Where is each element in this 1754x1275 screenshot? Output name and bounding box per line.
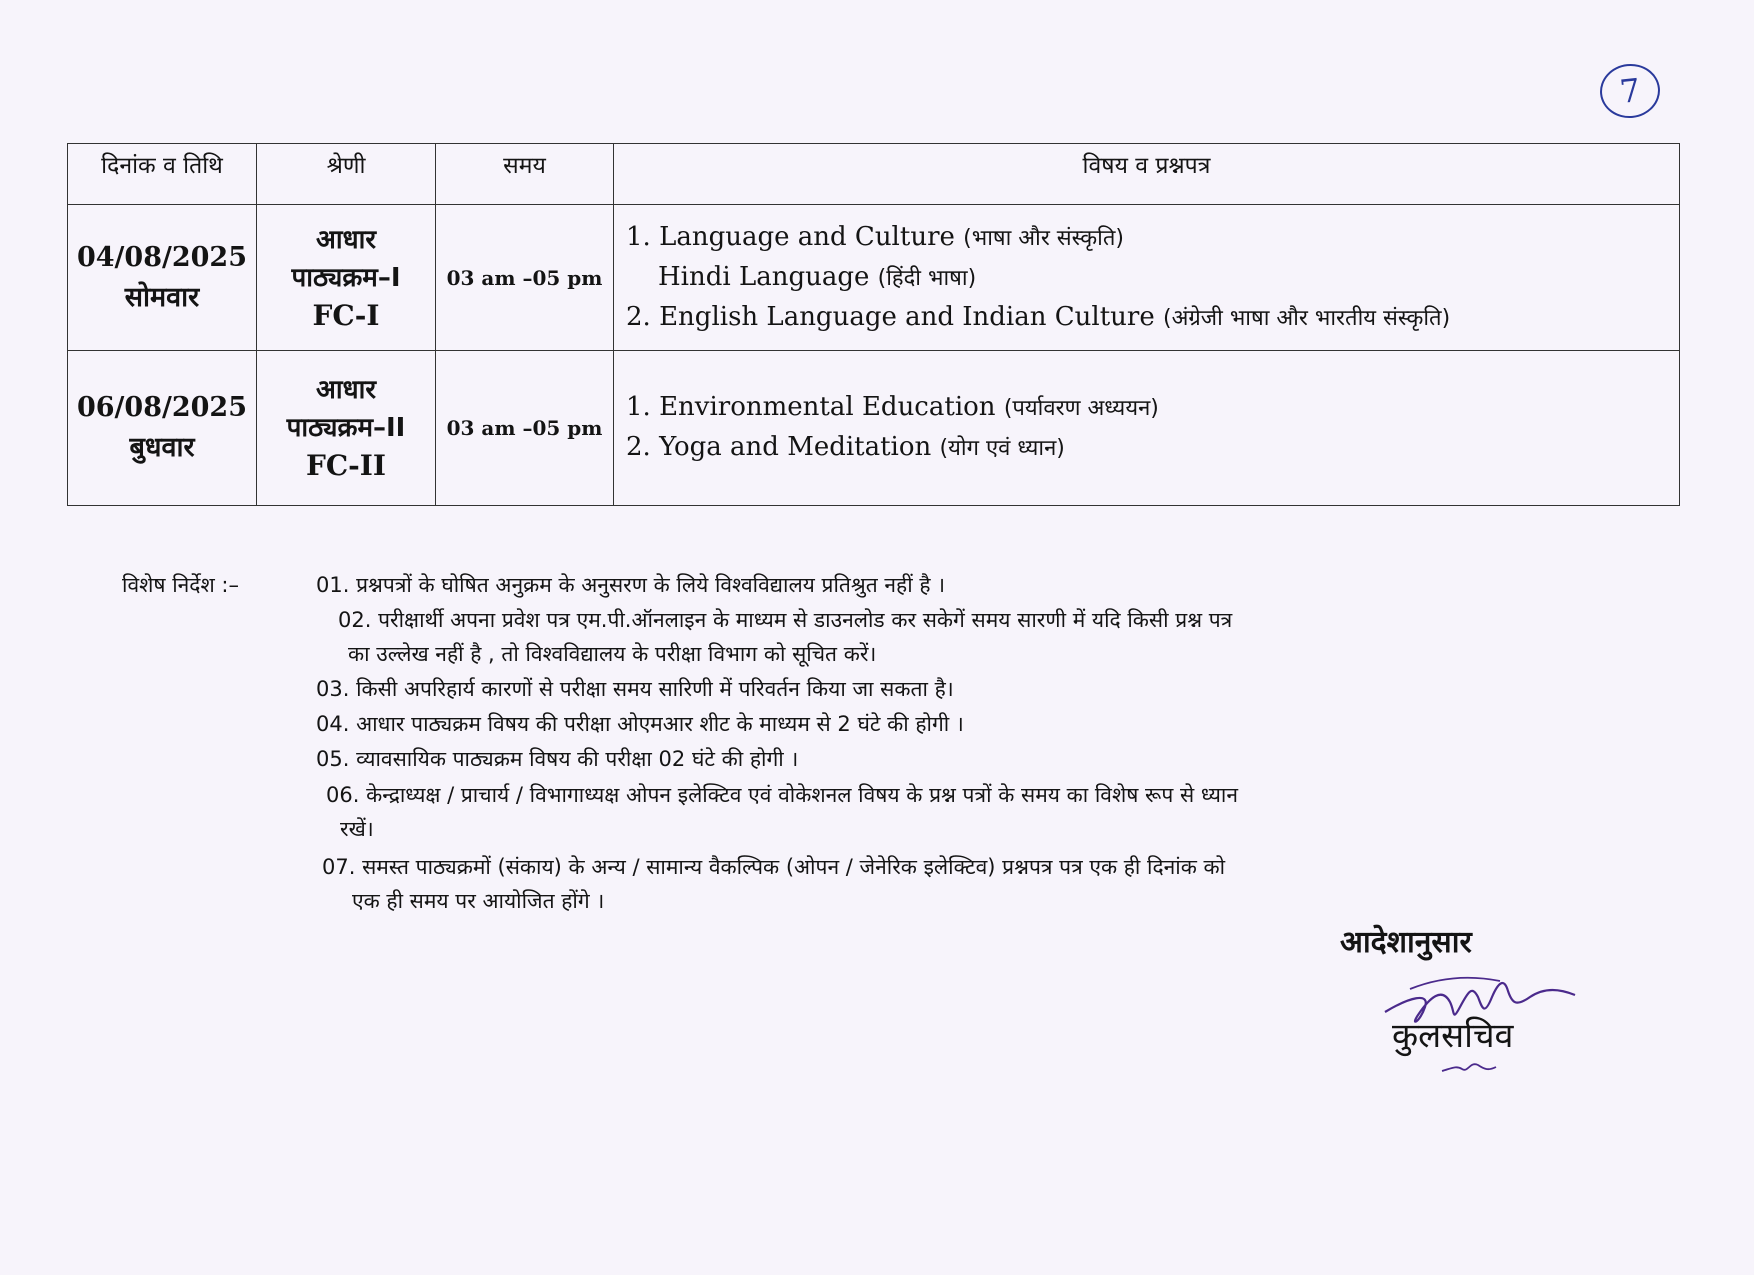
initials-icon: [1440, 1057, 1500, 1079]
category-code: FC-I: [312, 298, 380, 332]
exam-time: 03 am –05 pm: [446, 265, 603, 290]
subject-cell: [614, 351, 1680, 506]
page-number: 7: [1597, 61, 1662, 121]
subject-line: 2. Yoga and Meditation (योग एवं ध्यान): [626, 432, 1065, 462]
category-cell: [257, 205, 436, 351]
exam-day: बुधवार: [129, 432, 195, 463]
instruction-item-continued: रखें।: [340, 817, 374, 841]
table-header-row: [68, 144, 1680, 205]
subject-cell: [614, 205, 1680, 351]
signature-block: [1340, 920, 1580, 1079]
instructions-label: विशेष निर्देश :–: [122, 573, 239, 597]
table-row: [68, 351, 1680, 506]
instruction-item-continued: एक ही समय पर आयोजित होंगे ।: [352, 889, 605, 913]
order-text: आदेशानुसार: [1340, 925, 1472, 960]
subject-line: 2. English Language and Indian Culture (अंग्रेजी भाषा और भारतीय संस्कृति): [626, 301, 1451, 332]
table-row: [68, 205, 1680, 351]
header-category: श्रेणी: [257, 144, 436, 205]
exam-date: 04/08/2025: [76, 241, 247, 273]
header-date: दिनांक व तिथि: [68, 144, 257, 205]
exam-day: सोमवार: [124, 281, 200, 313]
category-line1: आधार: [316, 375, 376, 405]
header-subject: विषय व प्रश्नपत्र: [614, 144, 1680, 205]
subject-line: 1. Language and Culture (भाषा और संस्कृति): [626, 221, 1124, 252]
instruction-item: 01. प्रश्नपत्रों के घोषित अनुक्रम के अनुसरण के लिये विश्वविद्यालय प्रतिश्रुत नहीं है ।: [316, 573, 946, 597]
subject-line: Hindi Language (हिंदी भाषा): [658, 261, 977, 292]
instruction-item: 05. व्यावसायिक पाठ्यक्रम विषय की परीक्षा 02 घंटे की होगी ।: [316, 747, 799, 771]
subject-line: 1. Environmental Education (पर्यावरण अध्ययन): [626, 392, 1159, 422]
instruction-item: 04. आधार पाठ्यक्रम विषय की परीक्षा ओएमआर शीट के माध्यम से 2 घंटे की होगी ।: [316, 712, 964, 736]
designation-text: कुलसचिव: [1392, 1016, 1514, 1056]
time-cell: [436, 205, 614, 351]
exam-date: 06/08/2025: [76, 392, 247, 423]
category-line2: पाठ्यक्रम–I: [291, 262, 401, 293]
instruction-item: 03. किसी अपरिहार्य कारणों से परीक्षा समय सारिणी में परिवर्तन किया जा सकता है।: [316, 677, 954, 701]
category-code: FC-II: [306, 449, 386, 482]
instruction-item-continued: का उल्लेख नहीं है , तो विश्वविद्यालय के परीक्षा विभाग को सूचित करें।: [348, 642, 877, 666]
category-cell: [257, 351, 436, 506]
exam-timetable: [67, 143, 1680, 506]
date-cell: [68, 205, 257, 351]
instruction-item: 06. केन्द्राध्यक्ष / प्राचार्य / विभागाध्यक्ष ओपन इलेक्टिव एवं वोकेशनल विषय के प्रश्न पत्रों के समय का विशेष रूप से ध्यान: [326, 783, 1239, 807]
category-line2: पाठ्यक्रम–II: [286, 413, 406, 443]
header-time: समय: [436, 144, 614, 205]
exam-time: 03 am –05 pm: [446, 416, 603, 440]
date-cell: [68, 351, 257, 506]
category-line1: आधार: [316, 224, 376, 255]
instruction-item: 02. परीक्षार्थी अपना प्रवेश पत्र एम.पी.ऑनलाइन के माध्यम से डाउनलोड कर सकेगें समय सारणी में यदि किसी प्रश्न पत्र: [338, 608, 1233, 632]
instruction-item: 07. समस्त पाठ्यक्रमों (संकाय) के अन्य / सामान्य वैकल्पिक (ओपन / जेनेरिक इलेक्टिव) प्रश्नपत्र पत्र एक ही दिनांक को: [322, 855, 1226, 879]
time-cell: [436, 351, 614, 506]
